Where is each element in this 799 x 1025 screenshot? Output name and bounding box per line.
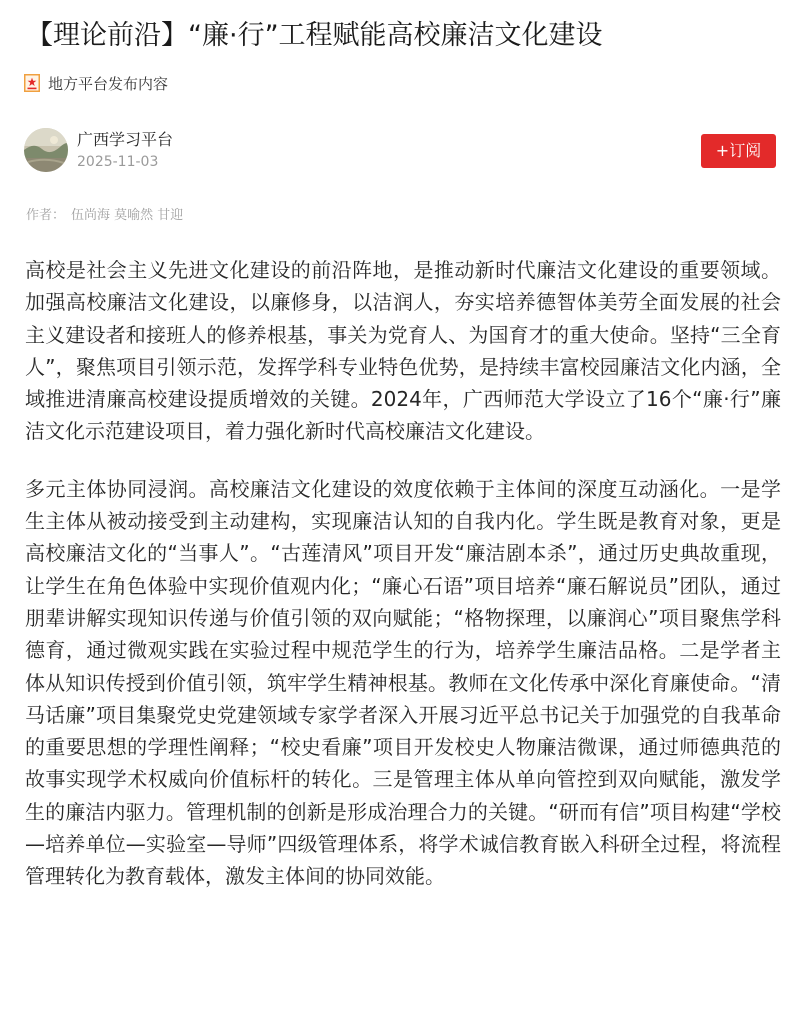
subscribe-button[interactable]: +订阅 [701, 134, 776, 168]
source-tag-label: 地方平台发布内容 [48, 74, 169, 93]
publisher-name[interactable]: 广西学习平台 [77, 130, 174, 149]
badge-icon [24, 74, 40, 92]
publisher-row [24, 128, 776, 174]
author-label: 作者： [26, 208, 66, 223]
publisher-avatar[interactable] [24, 128, 68, 172]
publish-date: 2025-11-03 [77, 154, 159, 170]
author-line [26, 206, 183, 226]
paragraph-1: 高校是社会主义先进文化建设的前沿阵地，是推动新时代廉洁文化建设的重要领域。加强高校廉洁文化建设，以廉修身，以洁润人，夯实培养德智体美劳全面发展的社会主义建设者和接班人的修养根基，事关为党育人、为国育才的重大使命。坚持“三全育人”，聚焦项目引领示范，发挥学科专业特色优势，是持续丰富校园廉洁文化内涵，全域推进清廉高校建设提质增效的关键。2024年，广西师范大学设立了16个“廉·行”廉洁文化示范建设项目，着力强化新时代高校廉洁文化建设。 [25, 258, 781, 444]
article-title: 【理论前沿】“廉·行”工程赋能高校廉洁文化建设 [26, 20, 603, 51]
author-names: 伍尚海 莫喻然 甘迎 [71, 208, 184, 223]
source-tag [24, 70, 168, 96]
paragraph-2: 多元主体协同浸润。高校廉洁文化建设的效度依赖于主体间的深度互动涵化。一是学生主体从被动接受到主动建构，实现廉洁认知的自我内化。学生既是教育对象，更是高校廉洁文化的“当事人”。“古莲清风”项目开发“廉洁剧本杀”，通过历史典故重现，让学生在角色体验中实现价值观内化；“廉心石语”项目培养“廉石解说员”团队，通过朋辈讲解实现知识传递与价值引领的双向赋能；“格物探理，以廉润心”项目聚焦学科德育，通过微观实践在实验过程中规范学生的行为，培养学生廉洁品格。二是学者主体从知识传授到价值引领，筑牢学生精神根基。教师在文化传承中深化育廉使命。“清马话廉”项目集聚党史党建领域专家学者深入开展习近平总书记关于加强党的自我革命的重要思想的学理性阐释；“校史看廉”项目开发校史人物廉洁微课，通过师德典范的故事实现学术权威向价值标杆的转化。三是管理主体从单向管控到双向赋能，激发学生的廉洁内驱力。管理机制的创新是形成治理合力的关键。“研而有信”项目构建“学校—培养单位—实验室—导师”四级管理体系，将学术诚信教育嵌入科研全过程，将流程管理转化为教育载体，激发主体间的协同效能。 [25, 476, 781, 889]
article-body [25, 254, 781, 918]
